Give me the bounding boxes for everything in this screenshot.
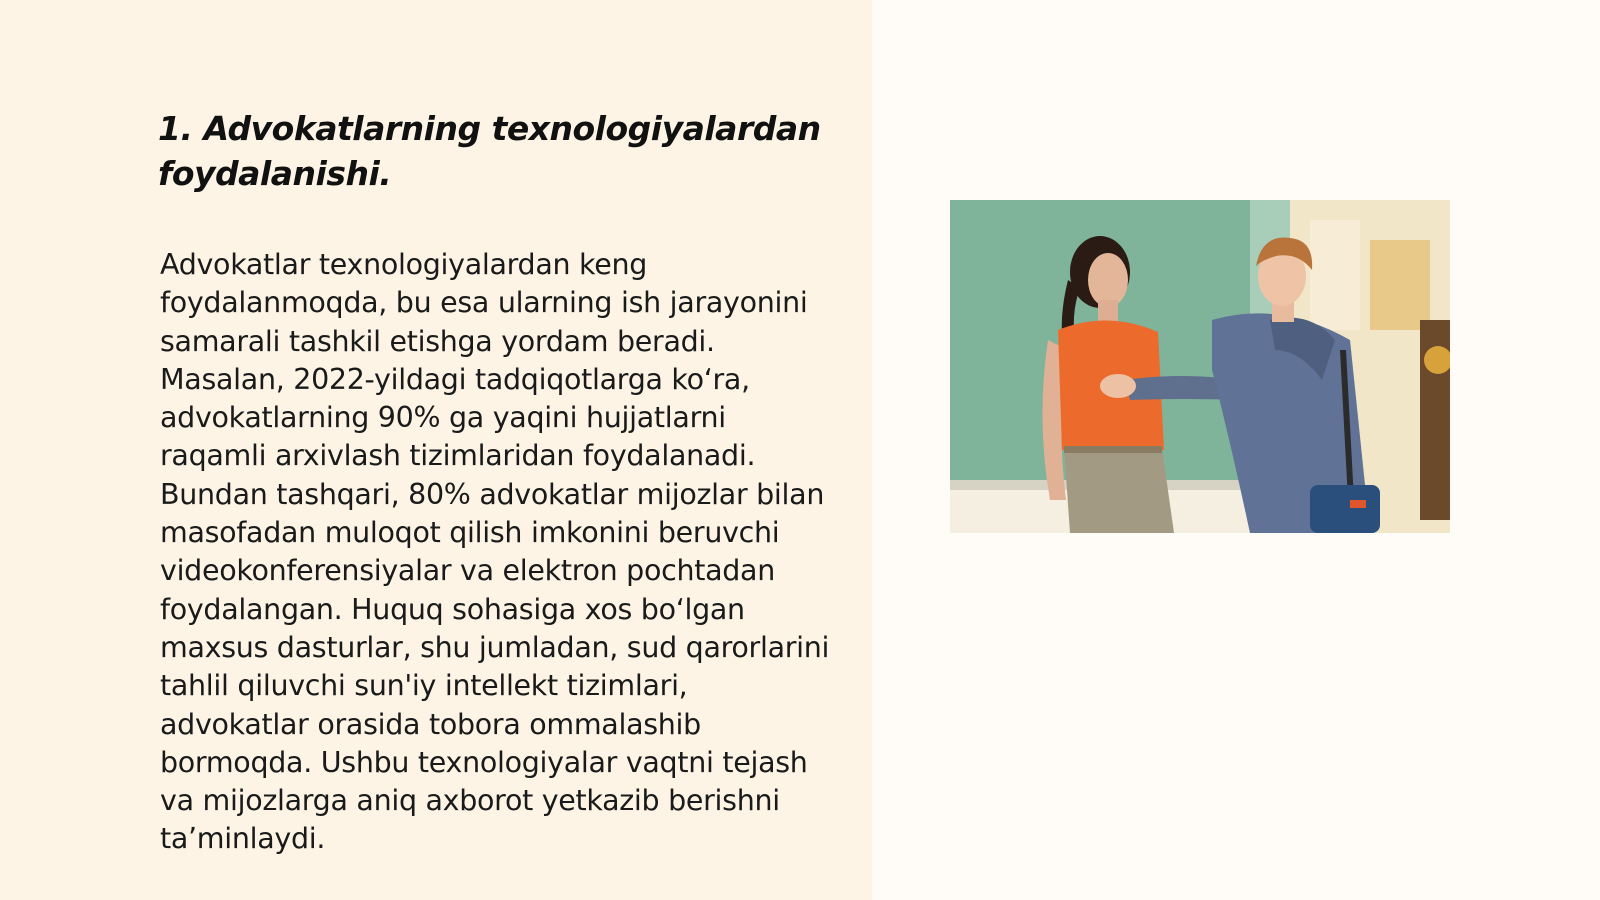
slide-heading: 1. Advokatlarning texnologiyalardan foydalanishi. — [158, 109, 821, 193]
classroom-illustration — [950, 200, 1450, 533]
slide-body-text: Advokatlar texnologiyalardan keng foydalanmoqda, bu esa ularning ish jarayonini samarali tashkil etishga yordam beradi. Masalan, 2022-yildagi tadqiqotlarga koʻra, advokatlarning 90% ga yaqini hujjatlarni raqamli arxivlash tizimlaridan foydalanadi. Bundan tashqari, 80% advokatlar mijozlar bilan masofadan muloqot qilish imkonini beruvchi videokonferensiyalar va elektron pochtadan foydalangan. Huquq sohasiga xos boʻlgan maxsus dasturlar, shu jumladan, sud qarorlarini tahlil qiluvchi sun'iy intellekt tizimlari, advokatlar orasida tobora ommalashib bormoqda. Ushbu texnologiyalar vaqtni tejash va mijozlarga aniq axborot yetkazib berishni taʼminlaydi. — [160, 248, 830, 856]
classroom-photo — [950, 200, 1450, 533]
